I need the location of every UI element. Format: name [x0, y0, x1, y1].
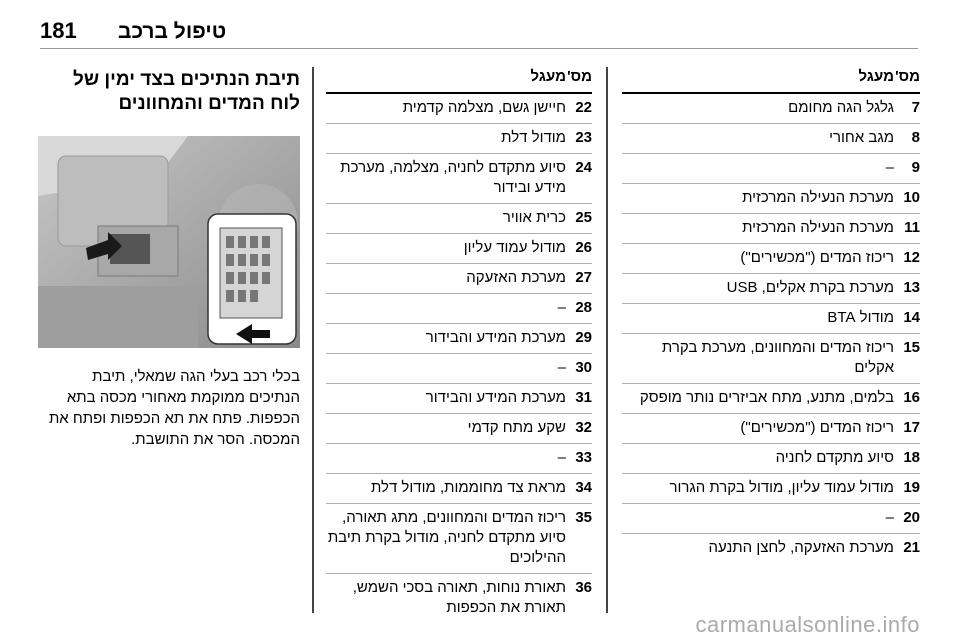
fuse-number: 31: [575, 389, 592, 406]
fuse-box-photo: [38, 136, 300, 348]
fuse-number: 7: [911, 99, 920, 116]
fuse-number: 30: [575, 359, 592, 376]
table-row: [326, 294, 592, 324]
fuse-number: 11: [904, 219, 920, 236]
fuse-number: 27: [575, 269, 592, 286]
fuse-number: 32: [575, 419, 592, 436]
table-row: [622, 444, 920, 474]
table-row: [622, 244, 920, 274]
fuse-number: 28: [575, 299, 592, 316]
table-row: [622, 504, 920, 534]
fuse-number: 29: [575, 329, 592, 346]
table-row: [326, 444, 592, 474]
table-header: [326, 68, 592, 90]
page-number: 181: [40, 18, 77, 43]
table-row: [622, 154, 920, 184]
circuit-description: מודול דלת: [501, 129, 566, 146]
circuit-description: –: [557, 299, 566, 316]
fuse-table-middle: [326, 68, 592, 623]
table-row: [622, 384, 920, 414]
table-row: [326, 204, 592, 234]
circuit-description: ריכוז המדים ("מכשירים"): [740, 249, 894, 266]
circuit-description: גלגל הגה מחומם: [788, 99, 894, 116]
table-row: [326, 504, 592, 574]
fuse-number: 21: [903, 539, 920, 556]
fuse-number: 18: [903, 449, 920, 466]
circuit-description: מערכת המידע והבידור: [425, 329, 566, 346]
circuit-description: ריכוז המדים והמחוונים, מתג תאורה, סיוע מתקדם לחניה, מודול בקרת תיבת ההילוכים: [327, 509, 566, 566]
circuit-description: תאורת נוחות, תאורה בסכי השמש, תאורת את הכפפות: [352, 579, 566, 616]
fuse-number: 20: [903, 509, 920, 526]
table-rows: [326, 94, 592, 623]
fuse-number: 14: [903, 309, 920, 326]
table-row: [622, 534, 920, 563]
fuse-number: 9: [911, 159, 920, 176]
header-divider: [40, 48, 918, 49]
circuit-description: בלמים, מתנע, מתח אביזרים נותר מופסק: [639, 389, 894, 406]
table-row: [326, 234, 592, 264]
fuse-number: 17: [903, 419, 920, 436]
circuit-description: מודול עמוד עליון: [463, 239, 566, 256]
circuit-description: מראת צד מחוממות, מודול דלת: [370, 479, 566, 496]
fuse-number: 35: [575, 509, 592, 526]
fuse-number: 36: [575, 579, 592, 596]
section-title: תיבת הנתיכים בצד ימין של לוח המדים והמחוונים: [72, 69, 300, 114]
fuse-number: 13: [903, 279, 920, 296]
column-divider: [312, 67, 314, 613]
table-row: [326, 354, 592, 384]
table-row: [326, 474, 592, 504]
circuit-description: מערכת האזעקה: [466, 269, 566, 286]
table-row: [622, 124, 920, 154]
chapter-title: טיפול ברכב: [118, 20, 227, 43]
column-divider: [606, 67, 608, 613]
circuit-description: מערכת הנעילה המרכזית: [742, 219, 894, 236]
fuse-number: 23: [575, 129, 592, 146]
fuse-number: 12: [903, 249, 920, 266]
fuse-number: 24: [575, 159, 592, 176]
table-row: [326, 574, 592, 623]
circuit-description: כרית אוויר: [502, 209, 566, 226]
circuit-description: –: [557, 359, 566, 376]
fuse-number: 22: [575, 99, 592, 116]
circuit-description: –: [885, 509, 894, 526]
col-header-num: מס': [567, 68, 592, 85]
circuit-description: מודול BTA: [827, 309, 894, 326]
circuit-description: חיישן גשם, מצלמה קדמית: [402, 99, 566, 116]
circuit-description: סיוע מתקדם לחניה: [775, 449, 894, 466]
fuse-number: 26: [575, 239, 592, 256]
fuse-number: 19: [903, 479, 920, 496]
circuit-description: שקע מתח קדמי: [467, 419, 566, 436]
col-header-use: מעגל: [858, 68, 894, 85]
fuse-number: 34: [575, 479, 592, 496]
circuit-description: מגב אחורי: [829, 129, 894, 146]
table-row: [622, 304, 920, 334]
fuse-number: 15: [903, 339, 920, 356]
circuit-description: מערכת בקרת אקלים, USB: [726, 279, 894, 296]
table-row: [326, 94, 592, 124]
circuit-description: ריכוז המדים והמחוונים, מערכת בקרת אקלים: [661, 339, 894, 376]
fuse-table-right: [622, 68, 920, 563]
table-row: [622, 414, 920, 444]
circuit-description: ריכוז המדים ("מכשירים"): [740, 419, 894, 436]
table-row: [326, 324, 592, 354]
table-header: [622, 68, 920, 90]
table-row: [622, 94, 920, 124]
page-header: [40, 18, 920, 48]
fuse-box-section: [38, 68, 300, 450]
table-row: [326, 154, 592, 204]
fuse-number: 8: [911, 129, 920, 146]
fuse-number: 25: [575, 209, 592, 226]
col-header-num: מס': [895, 68, 920, 85]
table-row: [622, 214, 920, 244]
circuit-description: –: [557, 449, 566, 466]
table-rows: [622, 94, 920, 563]
col-header-use: מעגל: [530, 68, 566, 85]
fuse-number: 10: [903, 189, 920, 206]
table-row: [622, 334, 920, 384]
table-row: [622, 184, 920, 214]
watermark: carmanualsonline.info: [695, 612, 920, 637]
circuit-description: סיוע מתקדם לחניה, מצלמה, מערכת מידע ובידור: [340, 159, 566, 196]
table-row: [622, 274, 920, 304]
circuit-description: מערכת המידע והבידור: [425, 389, 566, 406]
table-row: [326, 384, 592, 414]
fuse-number: 16: [903, 389, 920, 406]
table-row: [326, 264, 592, 294]
table-row: [622, 474, 920, 504]
circuit-description: מודול עמוד עליון, מודול בקרת הגרור: [669, 479, 894, 496]
circuit-description: מערכת האזעקה, לחצן התנעה: [708, 539, 894, 556]
circuit-description: מערכת הנעילה המרכזית: [742, 189, 894, 206]
section-caption: בכלי רכב בעלי הגה שמאלי, תיבת הנתיכים ממוקמת מאחורי מכסה בתא הכפפות. פתח את תא הכפפות ופתח את המכסה. הסר את התושבת.: [48, 368, 300, 448]
table-row: [326, 124, 592, 154]
circuit-description: –: [885, 159, 894, 176]
fuse-number: 33: [575, 449, 592, 466]
table-row: [326, 414, 592, 444]
